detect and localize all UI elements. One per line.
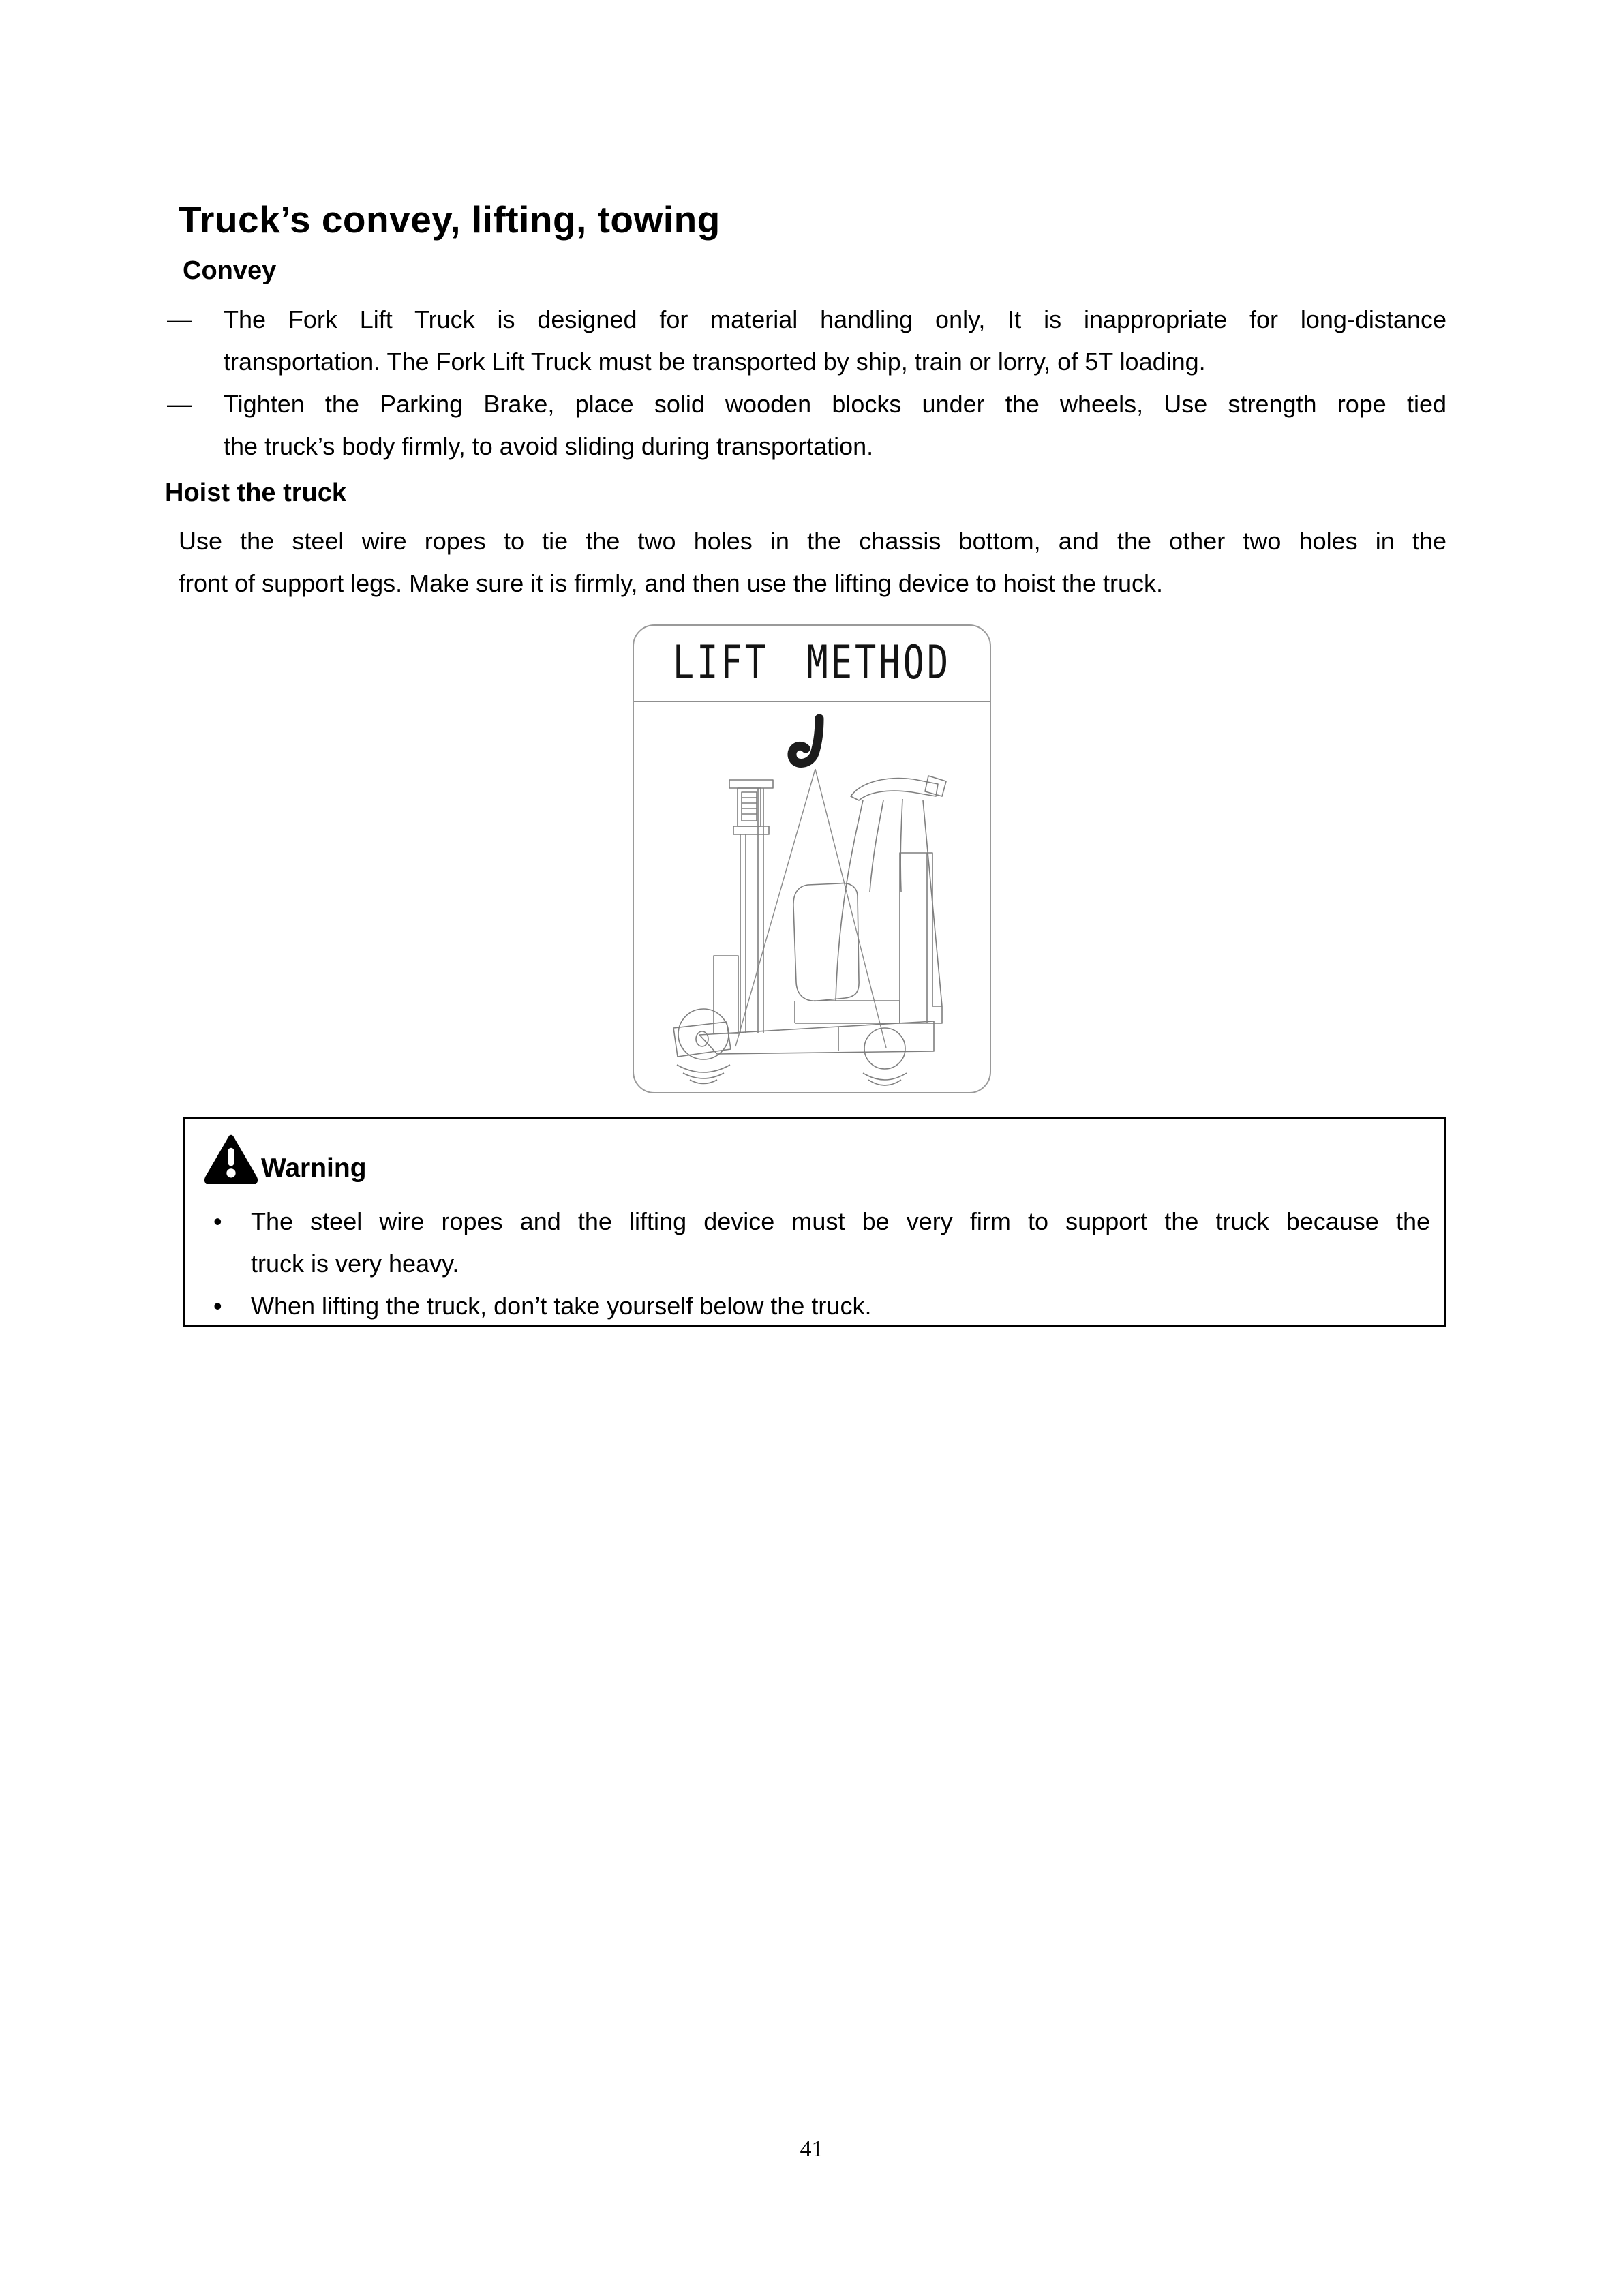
body-line: The steel wire ropes and the lifting device must be very firm to support the truck because the <box>251 1207 1430 1235</box>
body-line: Use the steel wire ropes to tie the two holes in the chassis bottom, and the other two holes in the <box>179 527 1446 555</box>
page-number: 41 <box>800 2136 823 2162</box>
figure-caption-text: LIFT METHOD <box>672 637 952 690</box>
bullet-dot: • <box>213 1207 222 1235</box>
crane-hook-icon <box>792 719 819 763</box>
lift-method-figure <box>633 624 991 1093</box>
list-item <box>167 383 1446 468</box>
figure-caption <box>634 626 990 702</box>
hoist-paragraph <box>179 520 1446 605</box>
body-line: front of support legs. Make sure it is firmly, and then use the lifting device to hoist the truck. <box>179 569 1164 597</box>
section-heading-hoist: Hoist the truck <box>165 479 347 507</box>
body-line: The Fork Lift Truck is designed for material handling only, It is inappropriate for long-distance <box>224 305 1446 333</box>
list-item-text <box>224 299 1446 383</box>
list-item-text <box>224 383 1446 468</box>
warning-list <box>213 1200 1430 1327</box>
list-item <box>167 299 1446 383</box>
dash-bullet: — <box>167 390 192 418</box>
list-item <box>213 1200 1430 1285</box>
body-line: the truck’s body firmly, to avoid sliding during transportation. <box>224 432 874 460</box>
list-item-text <box>251 1200 1430 1285</box>
page-title: Truck’s convey, lifting, towing <box>179 198 721 241</box>
convey-list <box>167 299 1446 468</box>
body-line: Tighten the Parking Brake, place solid wooden blocks under the wheels, Use strength rope tied <box>224 390 1446 418</box>
warning-header <box>202 1132 367 1184</box>
forklift-outline <box>673 776 946 1085</box>
warning-box <box>183 1117 1446 1327</box>
list-item-text <box>251 1285 1430 1327</box>
warning-heading: Warning <box>261 1153 367 1183</box>
dash-bullet: — <box>167 305 192 333</box>
body-line: transportation. The Fork Lift Truck must be transported by ship, train or lorry, of 5T loading. <box>224 348 1206 376</box>
section-heading-convey: Convey <box>183 256 277 285</box>
body-line: When lifting the truck, don’t take yourself below the truck. <box>251 1292 872 1320</box>
body-line: truck is very heavy. <box>251 1250 459 1278</box>
bullet-dot: • <box>213 1292 222 1320</box>
warning-icon <box>202 1132 260 1184</box>
list-item <box>213 1285 1430 1327</box>
forklift-lifting-diagram <box>634 702 990 1091</box>
